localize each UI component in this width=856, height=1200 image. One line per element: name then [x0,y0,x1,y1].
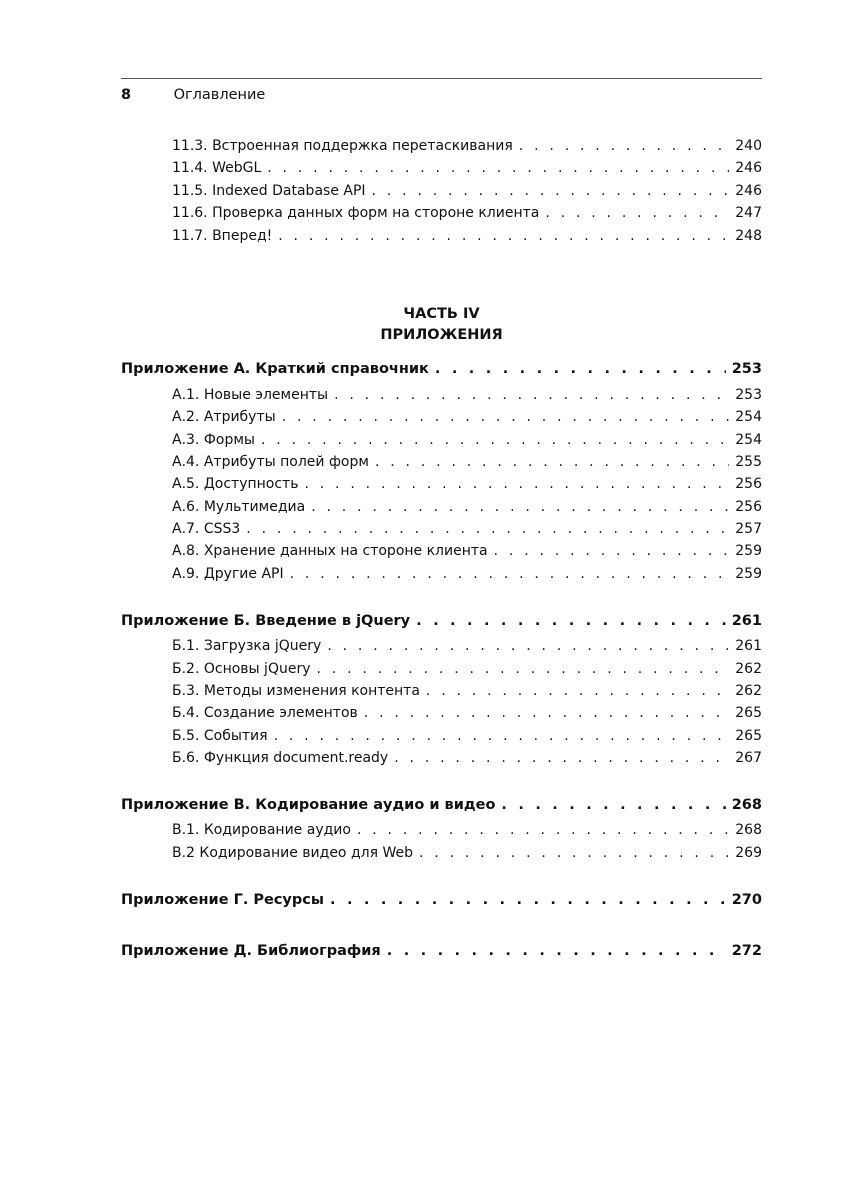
toc-entry-page: 254 [735,432,762,448]
toc-entry-title: А.5. Доступность [172,476,299,492]
toc-entry [172,659,762,679]
toc-entry-page: 255 [735,454,762,470]
toc-entry [172,385,762,405]
toc-entry-title: В.1. Кодирование аудио [172,822,351,838]
toc-entry-title: А.7. CSS3 [172,521,241,537]
dot-leader [364,703,729,723]
toc-entry-title: А.2. Атрибуты [172,409,276,425]
dot-leader [435,359,726,379]
page-number: 8 [121,87,132,103]
toc-entry-title: А.9. Другие API [172,566,284,582]
toc-entry-title: А.1. Новые элементы [172,387,329,403]
dot-leader [426,681,729,701]
toc-entry [172,474,762,494]
dot-leader [334,385,729,405]
dot-leader [394,748,729,768]
running-header-title: Оглавление [173,87,266,103]
dot-leader [419,843,729,863]
running-header [121,78,762,109]
toc-entry-title: Б.3. Методы изменения контента [172,683,420,699]
dot-leader [416,611,726,631]
toc-entry [172,497,762,517]
toc-entry-title: В.2 Кодирование видео для Web [172,845,413,861]
dot-leader [290,564,730,584]
dot-leader [375,452,729,472]
dot-leader [519,136,729,156]
dot-leader [304,474,729,494]
toc-entry-page: 256 [735,476,762,492]
dot-leader [372,181,730,201]
toc-entry-title: Б.1. Загрузка jQuery [172,638,322,654]
part-label: ЧАСТЬ IV [403,306,480,322]
toc-entry-title: Б.5. События [172,728,268,744]
appendix-title: Приложение Г. Ресурсы [121,892,324,908]
toc-entry-title: Б.6. Функция document.ready [172,750,389,766]
dot-leader [317,659,730,679]
toc-entry [172,636,762,656]
appendix-title: Приложение Б. Введение в jQuery [121,613,411,629]
toc-entry [172,519,762,539]
dot-leader [311,497,729,517]
toc-entry-page: 262 [735,661,762,677]
toc-entry [172,430,762,450]
toc-entry-page: 261 [735,638,762,654]
toc-entry-page: 256 [735,499,762,515]
toc-entry-page: 240 [735,138,762,154]
appendix-page: 253 [731,361,762,377]
dot-leader [261,430,729,450]
toc-entry [172,843,762,863]
toc-entry-title: 11.4. WebGL [172,160,262,176]
appendix-page: 272 [731,943,762,959]
toc-entry [172,226,762,246]
dot-leader [501,795,725,815]
dot-leader [274,726,730,746]
toc-entry-title: А.3. Формы [172,432,255,448]
appendix-title: Приложение А. Краткий справочник [121,361,429,377]
dot-leader [246,519,729,539]
dot-leader [282,407,730,427]
toc-entry-page: 259 [735,566,762,582]
appendix-page: 268 [731,797,762,813]
toc-entry-page: 253 [735,387,762,403]
appendix-title: Приложение В. Кодирование аудио и видео [121,797,496,813]
toc-entry-title: А.4. Атрибуты полей форм [172,454,369,470]
toc-entry-page: 259 [735,543,762,559]
toc-entry-page: 254 [735,409,762,425]
dot-leader [278,226,729,246]
toc-entry-title: 11.3. Встроенная поддержка перетаскивания [172,138,513,154]
toc-entry [172,748,762,768]
toc-entry-page: 262 [735,683,762,699]
toc-entry-title: А.6. Мультимедиа [172,499,306,515]
dot-leader [494,541,730,561]
toc-entry [172,726,762,746]
toc-entry-page: 265 [735,728,762,744]
toc-entry [172,203,762,223]
appendix-entry [121,359,762,379]
toc-entry-page: 269 [735,845,762,861]
appendix-page: 270 [731,892,762,908]
dot-leader [357,820,729,840]
toc-entry-title: 11.5. Indexed Database API [172,183,366,199]
toc-entry-page: 246 [735,183,762,199]
toc-entry [172,158,762,178]
dot-leader [545,203,729,223]
appendix-entry [121,795,762,815]
appendix-entry [121,611,762,631]
toc-entry-title: 11.6. Проверка данных форм на стороне клиента [172,205,540,221]
toc-entry-title: А.8. Хранение данных на стороне клиента [172,543,488,559]
toc-entry-page: 257 [735,521,762,537]
dot-leader [387,941,726,961]
toc-entry [172,452,762,472]
toc-entry-title: Б.2. Основы jQuery [172,661,311,677]
toc-entry-page: 265 [735,705,762,721]
toc-entry-title: 11.7. Вперед! [172,228,273,244]
toc-entry-title: Б.4. Создание элементов [172,705,358,721]
toc-entry [172,820,762,840]
toc-entry [172,541,762,561]
toc-entry [172,681,762,701]
appendix-entry [121,890,762,910]
appendix-title: Приложение Д. Библиография [121,943,381,959]
toc-entry-page: 268 [735,822,762,838]
dot-leader [327,636,729,656]
toc-entry [172,703,762,723]
part-title: ПРИЛОЖЕНИЯ [380,327,503,343]
toc-entry [172,564,762,584]
dot-leader [267,158,729,178]
toc-entry-page: 267 [735,750,762,766]
dot-leader [330,890,726,910]
toc-entry-page: 248 [735,228,762,244]
toc-entry-page: 246 [735,160,762,176]
toc-entry [172,136,762,156]
appendix-page: 261 [731,613,762,629]
appendix-entry [121,941,762,961]
toc-entry-page: 247 [735,205,762,221]
toc-entry [172,407,762,427]
toc-entry [172,181,762,201]
